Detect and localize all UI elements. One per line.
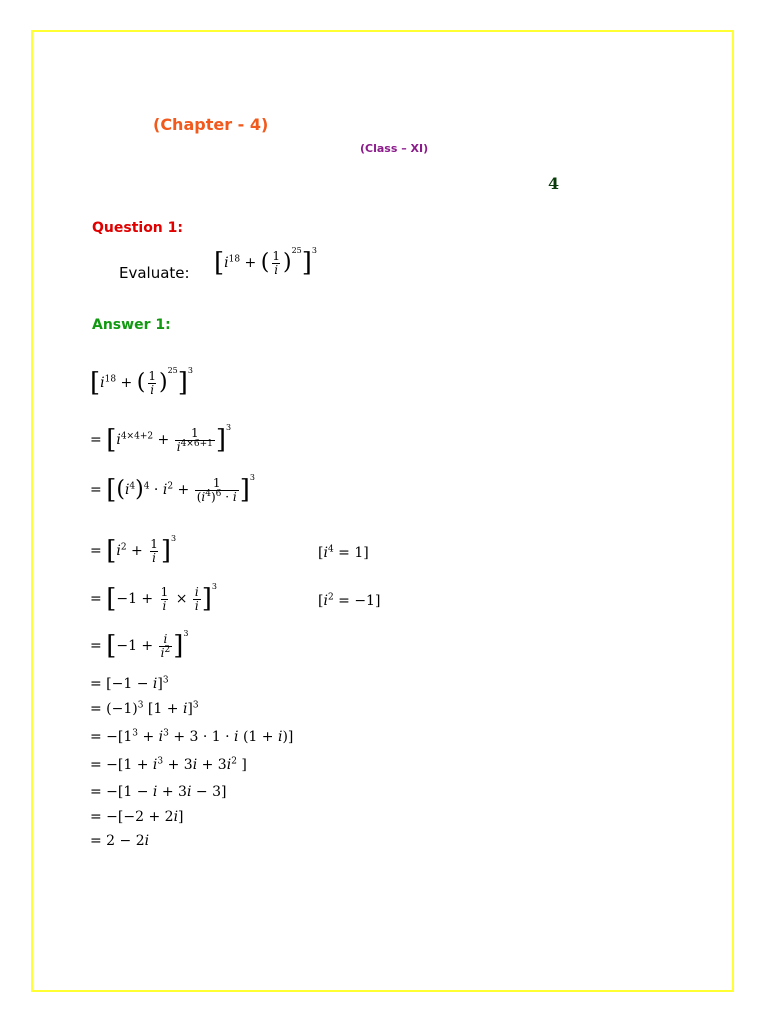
class-heading: (Class – XI) bbox=[360, 142, 429, 155]
step-4-note: $[i^4 = 1]$ bbox=[318, 544, 369, 561]
solution-step-13: = 2 − 2i bbox=[90, 833, 150, 849]
question-label: Question 1: bbox=[92, 220, 183, 236]
answer-label: Answer 1: bbox=[92, 317, 171, 333]
solution-step-9: = $-[1^3 + i^3 + 3 \cdot 1 \cdot i$ (1 + i)] bbox=[90, 728, 294, 745]
evaluate-text: Evaluate: bbox=[119, 264, 190, 282]
page-number: 4 bbox=[548, 174, 560, 193]
solution-step-4: = [$i^2$ + $\frac{1}{i}$ ]$^3$ bbox=[90, 534, 177, 567]
solution-step-6: = [−1 + $\frac{i}{i^2}$ ]$^3$ bbox=[90, 629, 189, 662]
solution-step-11: = −[1 − i + 3i − 3] bbox=[90, 784, 227, 800]
solution-step-2: = [$i^{4\times 4+2}$ + $\frac{1}{i^{4\times 6+1}}$ ]$^3$ bbox=[90, 423, 232, 456]
solution-step-5: = [−1 + $\frac{1}{i}$ × $\frac{i}{i}$ ]$^3$ bbox=[90, 582, 217, 615]
solution-step-12: = −[−2 + 2i] bbox=[90, 809, 184, 825]
chapter-heading: (Chapter - 4) bbox=[153, 115, 269, 134]
solution-step-7: = $[-1 - i]^3$ bbox=[90, 675, 169, 692]
step-5-note: $[i^2 = -1]$ bbox=[318, 592, 381, 609]
question-prompt bbox=[119, 264, 190, 282]
solution-step-3: = [$(i^4)^4 \cdot i^2$ + $\frac{1}{(i^4)^6 \cdot i}$ ]$^3$ bbox=[90, 473, 255, 506]
solution-step-1: [$i^{18}$ + ( $\frac{1}{i}$ )$^{25}$]$^3$ bbox=[90, 366, 193, 399]
question-expression: [$i^{18}$ + ( $\frac{1}{i}$ )$^{25}$]$^3$ bbox=[214, 246, 317, 279]
solution-step-8: = $(-1)^3$ $[1 + i]^3$ bbox=[90, 700, 199, 717]
solution-step-10: = $-[1 + i^3 + 3i + 3i^2$ ] bbox=[90, 756, 247, 773]
